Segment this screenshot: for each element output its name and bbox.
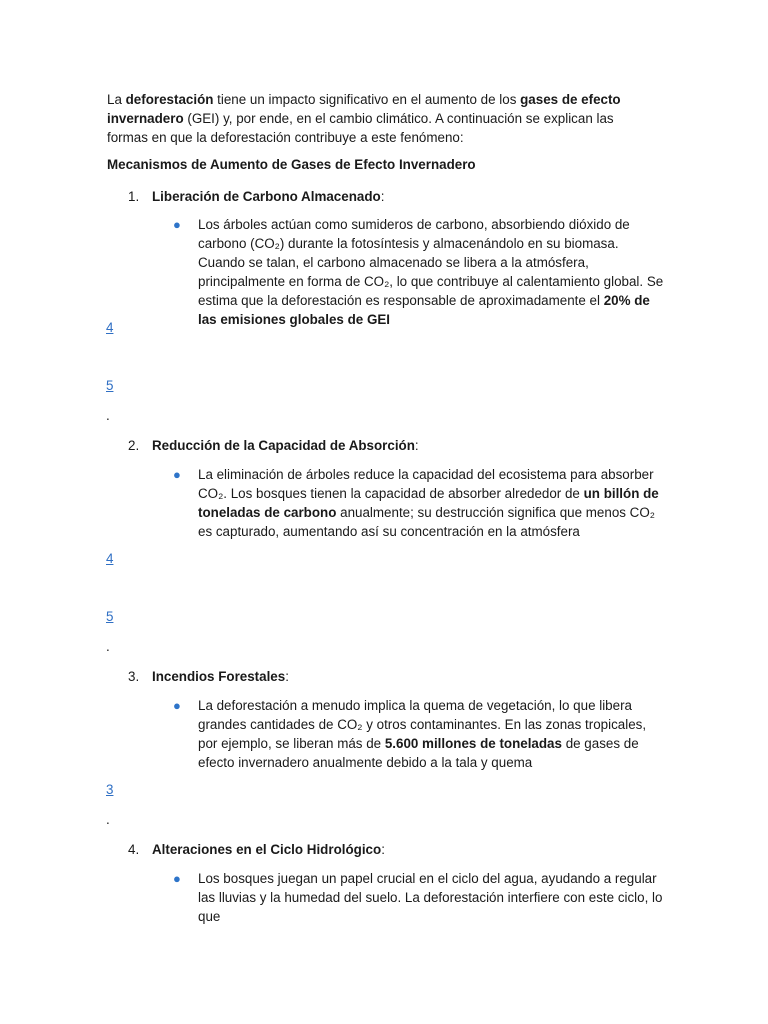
- numbered-item-2: [128, 436, 419, 455]
- intro-text-3: (GEI) y, por ende, en el cambio climático. A continuación se explican las formas en que la deforestación contribuye a este fenómeno:: [107, 111, 614, 145]
- bullet-text-1: Los bosques juegan un papel crucial en el ciclo del agua, ayudando a regular las lluvias y la humedad del suelo. La deforestación interfiere con este ciclo, lo que: [198, 871, 663, 924]
- numbered-item-4: [128, 840, 385, 859]
- bullet-text-1: La deforestación a menudo implica la quema de vegetación, lo que libera grandes cantidades de CO₂ y otros contaminantes. En las zonas tropicales, por ejemplo, se liberan más de: [198, 698, 647, 751]
- item-title: Liberación de Carbono Almacenado: [152, 189, 381, 204]
- bullet-text-1: La eliminación de árboles reduce la capacidad del ecosistema para absorber CO₂. Los bosques tienen la capacidad de absorber alrededor de: [198, 467, 654, 501]
- bullet-text-2: anualmente; su destrucción significa que menos CO₂ es capturado, aumentando así su concentración en la atmósfera: [198, 505, 655, 539]
- bullet-icon: ●: [173, 217, 181, 232]
- bullet-text: [198, 869, 668, 926]
- bullet-text-2: de gases de efecto invernadero anualmente debido a la tala y quema: [198, 736, 639, 770]
- bullet-icon: ●: [173, 871, 181, 886]
- numbered-item-1: [128, 187, 384, 206]
- item-number: 2.: [128, 438, 140, 453]
- numbered-item-3: [128, 667, 289, 686]
- period-text: .: [106, 812, 110, 827]
- intro-bold-1: deforestación: [125, 92, 214, 107]
- item-colon: :: [381, 842, 385, 857]
- item-title: Alteraciones en el Ciclo Hidrológico: [152, 842, 382, 857]
- reference-link[interactable]: 5: [106, 378, 114, 393]
- bullet-bold: 5.600 millones de toneladas: [384, 736, 562, 751]
- reference-link[interactable]: 5: [106, 609, 114, 624]
- bullet-text-1: Los árboles actúan como sumideros de carbono, absorbiendo dióxido de carbono (CO₂) durante la fotosíntesis y almacenándolo en su biomasa. Cuando se talan, el carbono almacenado se libera a la atmósfera, principalmente en forma de CO₂, lo que contribuye al calentamiento global. Se estima que la deforestación es responsable de aproximadamente el: [198, 217, 664, 308]
- bullet-text: [198, 215, 668, 329]
- bullet-icon: ●: [173, 698, 181, 713]
- item-number: 4.: [128, 842, 140, 857]
- intro-paragraph: [107, 90, 647, 147]
- item-colon: :: [285, 669, 289, 684]
- bullet-text: [198, 465, 668, 541]
- bullet-bold: un billón de toneladas de carbono: [198, 486, 659, 520]
- bullet-icon: ●: [173, 467, 181, 482]
- item-colon: :: [414, 438, 419, 453]
- period-text: .: [106, 408, 110, 423]
- intro-text-2: tiene un impacto significativo en el aumento de los: [213, 92, 521, 107]
- item-title: Reducción de la Capacidad de Absorción: [152, 438, 415, 453]
- section-heading: Mecanismos de Aumento de Gases de Efecto Invernadero: [107, 157, 476, 172]
- item-title: Incendios Forestales: [152, 669, 286, 684]
- item-colon: :: [380, 189, 385, 204]
- bullet-bold: 20% de las emisiones globales de GEI: [198, 293, 650, 327]
- item-number: 3.: [128, 669, 140, 684]
- reference-link[interactable]: 4: [106, 551, 114, 566]
- intro-text-1: La: [107, 92, 126, 107]
- period-text: .: [106, 639, 110, 654]
- bullet-text: [198, 696, 668, 772]
- item-number: 1.: [128, 189, 140, 204]
- intro-bold-2: gases de efecto invernadero: [107, 92, 621, 126]
- reference-link[interactable]: 3: [106, 782, 114, 797]
- reference-link[interactable]: 4: [106, 320, 114, 335]
